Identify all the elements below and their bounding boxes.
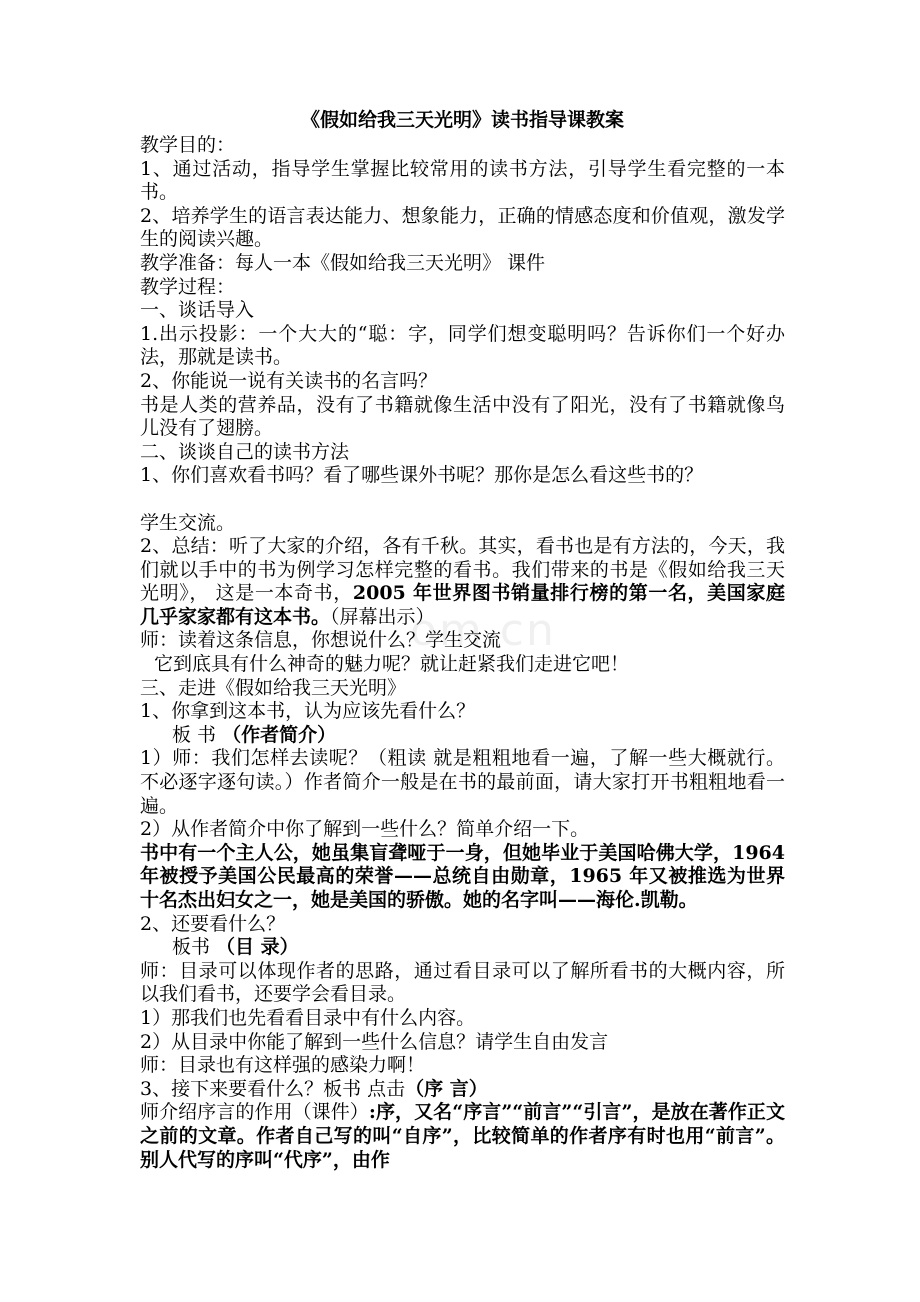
board-label: 板书 (172, 936, 217, 959)
preface-question (140, 1078, 785, 1102)
text-line: 二、谈谈自己的读书方法 (140, 440, 350, 463)
section-enter-book (140, 629, 785, 723)
text-line: 1、通过活动，指导学生掌握比较常用的读书方法，引导学生看完整的一本书。 (140, 157, 785, 204)
text-line: 1、你们喜欢看书吗？看了哪些课外书呢？那你是怎么看这些书的？ (140, 464, 704, 487)
board-author-intro (140, 724, 785, 748)
section-objectives (140, 134, 785, 535)
section-contents-q (140, 913, 785, 937)
preface-paragraph (140, 1101, 785, 1172)
board-item-author: （作者简介） (222, 723, 337, 746)
text-line: 师：目录可以体现作者的思路，通过看目录可以了解所看书的大概内容，所以我们看书，还要学会看目录。 (140, 959, 785, 1006)
board-item-contents: （目 录） (216, 936, 299, 959)
watermark: om.cn (410, 605, 556, 656)
summary-text: 2、总结：听了大家的介绍，各有千秋。其实，看书也是有方法的，今天，我们就以手中的书为例学习怎样完整的看书。我们带来的书是《假如给我三天光明》， 这是一本奇书， (140, 535, 785, 605)
author-bio: 书中有一个主人公，她虽集盲聋哑于一身，但她毕业于美国哈佛大学，1964 年被授予美国公民最高的荣誉——总统自由勋章，1965 年又被推选为世界十名杰出妇女之一，她是美国的骄傲。她的名字叫——海伦.凯勒。 (140, 841, 785, 911)
board-item-preface: （序 言） (405, 1077, 488, 1100)
document-page (140, 108, 785, 1172)
preface-question-text: 3、接下来要看什么？板书 点击 (140, 1077, 406, 1100)
summary-note: （屏幕出示） (330, 605, 435, 628)
text-line: 2、你能说一说有关读书的名言吗？ (140, 369, 438, 392)
board-label: 板 书 (172, 723, 223, 746)
text-line: 书是人类的营养品，没有了书籍就像生活中没有了阳光，没有了书籍就像鸟儿没有了翅膀。 (140, 393, 785, 440)
text-line: 一、谈话导入 (140, 299, 255, 322)
text-line: 2）从作者简介中你了解到一些什么？简单介绍一下。 (140, 818, 590, 841)
text-line: 三、走进《假如给我三天光明》 (140, 676, 407, 699)
text-line: 1）那我们也先看看目录中有什么内容。 (140, 1006, 476, 1029)
text-line: 教学准备：每人一本《假如给我三天光明》 课件 (140, 251, 546, 274)
document-title: 《假如给我三天光明》读书指导课教案 (300, 109, 624, 131)
text-line: 1.出示投影：一个大大的“聪：字，同学们想变聪明吗？告诉你们一个好办法，那就是读书。 (140, 322, 785, 369)
text-line: 师：目录也有这样强的感染力啊！ (140, 1054, 426, 1077)
board-contents (140, 936, 785, 960)
preface-intro: 师介绍序言的作用（课件） (140, 1101, 369, 1124)
section-contents (140, 960, 785, 1078)
text-line: 师：读着这条信息，你想说什么？学生交流 (140, 629, 502, 652)
text-line: 学生交流。 (140, 511, 236, 534)
text-line: 1、你拿到这本书，认为应该先看什么？ (140, 700, 476, 723)
text-line: 2）从目录中你能了解到一些什么信息？请学生自由发言 (140, 1030, 609, 1053)
text-line: 2、还要看什么？ (140, 912, 286, 935)
text-line: 教学过程： (140, 275, 236, 298)
text-line: 教学目的： (140, 134, 236, 156)
text-line: 1）师：我们怎样去读呢？（粗读 就是粗粗地看一遍，了解一些大概就行。不必逐字逐句读。）作者简介一般是在书的最前面，请大家打开书粗粗地看一遍。 (140, 747, 785, 817)
preface-definition: :序，又名“序言”“前言”“引言”，是放在著作正文之前的文章。作者自己写的叫“自序”，比较简单的作者序有时也用“前言”。别人代写的序叫“代序”，由作 (140, 1101, 785, 1171)
text-line: 它到底具有什么神奇的魅力呢？就让赶紧我们走进它吧！ (154, 653, 630, 676)
blank-line (140, 488, 785, 512)
summary-paragraph (140, 535, 785, 629)
summary-bold-text: 2005 年世界图书销量排行榜的第一名，美国家庭几乎家家都有这本书。 (140, 582, 786, 628)
text-line: 2、培养学生的语言表达能力、想象能力，正确的情感态度和价值观，激发学生的阅读兴趣。 (140, 204, 785, 251)
section-author (140, 747, 785, 841)
